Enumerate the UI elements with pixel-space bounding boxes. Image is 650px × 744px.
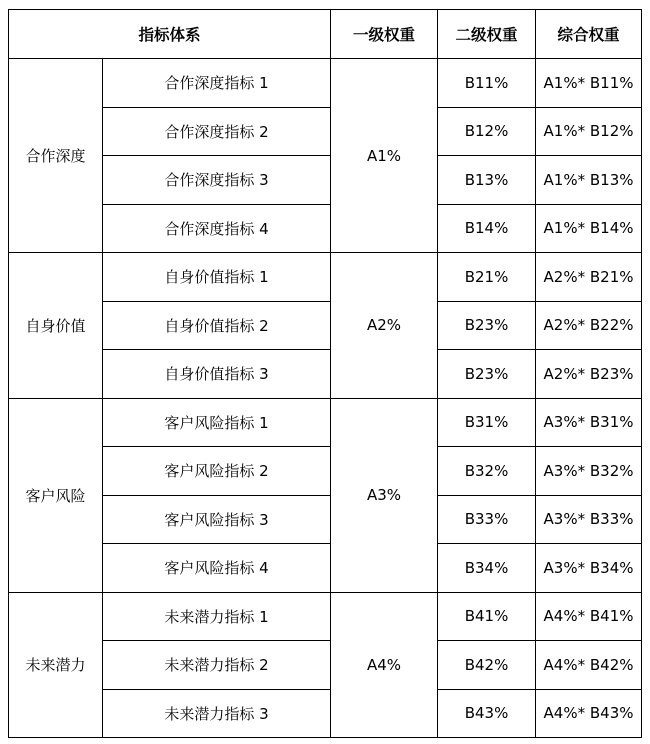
- table-row: [9, 59, 642, 108]
- indicator-cell: 自身价值指标 3: [103, 350, 331, 399]
- table-row: [9, 107, 642, 156]
- table-row: [9, 495, 642, 544]
- level2-weight-cell: B23%: [438, 301, 536, 350]
- header-combined-weight: 综合权重: [536, 10, 642, 59]
- category-cell: 客户风险: [9, 398, 103, 592]
- indicator-cell: 未来潜力指标 3: [103, 689, 331, 738]
- level2-weight-cell: B14%: [438, 204, 536, 253]
- indicator-cell: 合作深度指标 4: [103, 204, 331, 253]
- category-cell: 未来潜力: [9, 592, 103, 738]
- category-cell: 合作深度: [9, 59, 103, 253]
- indicator-cell: 客户风险指标 1: [103, 398, 331, 447]
- level2-weight-cell: B33%: [438, 495, 536, 544]
- combined-weight-cell: A3%* B31%: [536, 398, 642, 447]
- table-container: [8, 9, 642, 738]
- combined-weight-cell: A3%* B33%: [536, 495, 642, 544]
- level2-weight-cell: B43%: [438, 689, 536, 738]
- combined-weight-cell: A1%* B12%: [536, 107, 642, 156]
- indicator-cell: 未来潜力指标 1: [103, 592, 331, 641]
- table-row: [9, 447, 642, 496]
- weight-table: [8, 9, 642, 738]
- level2-weight-cell: B41%: [438, 592, 536, 641]
- level1-weight-cell: A4%: [331, 592, 438, 738]
- indicator-cell: 客户风险指标 3: [103, 495, 331, 544]
- table-row: [9, 641, 642, 690]
- indicator-cell: 自身价值指标 1: [103, 253, 331, 302]
- indicator-cell: 客户风险指标 2: [103, 447, 331, 496]
- table-row: [9, 689, 642, 738]
- table-row: [9, 592, 642, 641]
- level2-weight-cell: B31%: [438, 398, 536, 447]
- level2-weight-cell: B23%: [438, 350, 536, 399]
- indicator-cell: 合作深度指标 3: [103, 156, 331, 205]
- combined-weight-cell: A3%* B32%: [536, 447, 642, 496]
- table-row: [9, 301, 642, 350]
- table-row: [9, 253, 642, 302]
- level2-weight-cell: B32%: [438, 447, 536, 496]
- header-level2-weight: 二级权重: [438, 10, 536, 59]
- header-level1-weight: 一级权重: [331, 10, 438, 59]
- level2-weight-cell: B11%: [438, 59, 536, 108]
- level1-weight-cell: A1%: [331, 59, 438, 253]
- indicator-cell: 未来潜力指标 2: [103, 641, 331, 690]
- table-row: [9, 156, 642, 205]
- combined-weight-cell: A1%* B14%: [536, 204, 642, 253]
- combined-weight-cell: A1%* B11%: [536, 59, 642, 108]
- indicator-cell: 合作深度指标 2: [103, 107, 331, 156]
- table-row: [9, 350, 642, 399]
- combined-weight-cell: A3%* B34%: [536, 544, 642, 593]
- combined-weight-cell: A4%* B42%: [536, 641, 642, 690]
- level2-weight-cell: B34%: [438, 544, 536, 593]
- indicator-cell: 自身价值指标 2: [103, 301, 331, 350]
- combined-weight-cell: A2%* B21%: [536, 253, 642, 302]
- table-row: [9, 398, 642, 447]
- combined-weight-cell: A2%* B22%: [536, 301, 642, 350]
- header-indicator-system: 指标体系: [9, 10, 331, 59]
- header-row: [9, 10, 642, 59]
- level1-weight-cell: A3%: [331, 398, 438, 592]
- level2-weight-cell: B42%: [438, 641, 536, 690]
- level2-weight-cell: B21%: [438, 253, 536, 302]
- table-row: [9, 204, 642, 253]
- combined-weight-cell: A2%* B23%: [536, 350, 642, 399]
- category-cell: 自身价值: [9, 253, 103, 399]
- level1-weight-cell: A2%: [331, 253, 438, 399]
- combined-weight-cell: A1%* B13%: [536, 156, 642, 205]
- level2-weight-cell: B12%: [438, 107, 536, 156]
- level2-weight-cell: B13%: [438, 156, 536, 205]
- combined-weight-cell: A4%* B43%: [536, 689, 642, 738]
- indicator-cell: 合作深度指标 1: [103, 59, 331, 108]
- indicator-cell: 客户风险指标 4: [103, 544, 331, 593]
- combined-weight-cell: A4%* B41%: [536, 592, 642, 641]
- table-row: [9, 544, 642, 593]
